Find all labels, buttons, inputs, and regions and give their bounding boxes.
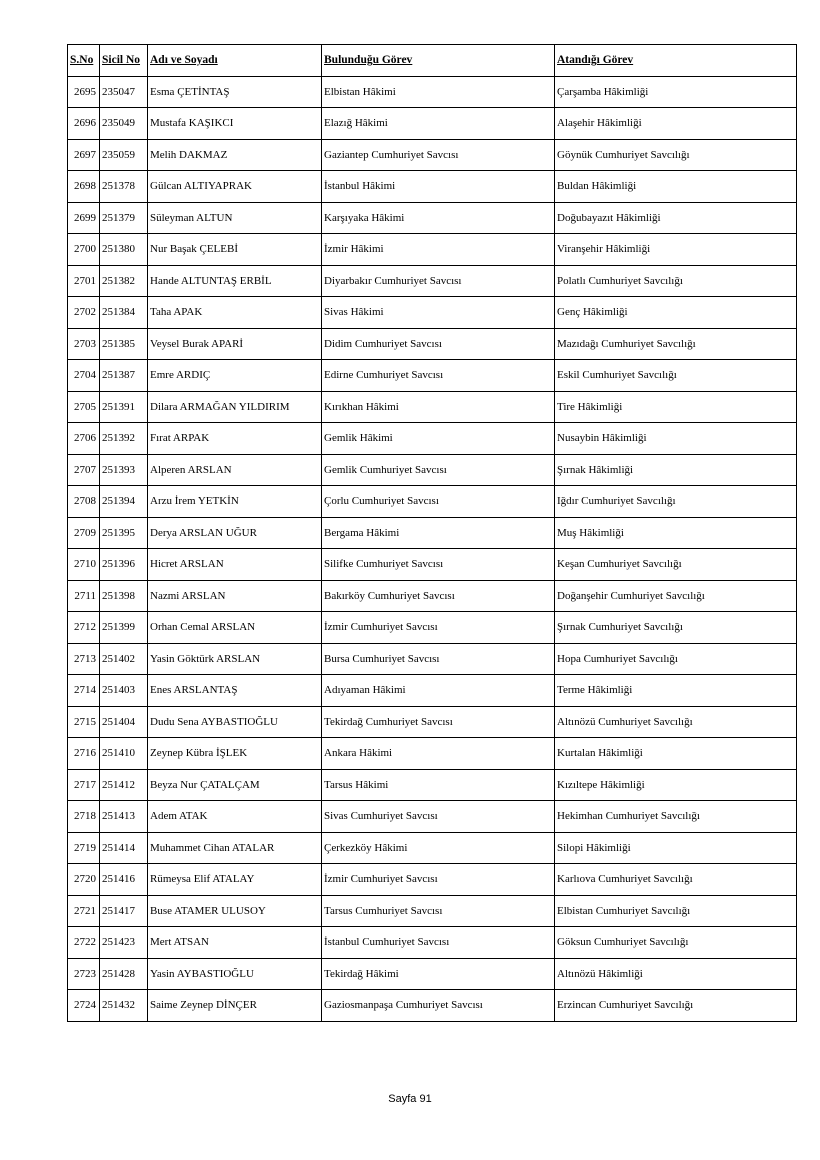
cell-sicil: 251410 xyxy=(100,738,148,770)
cell-sno: 2706 xyxy=(68,423,100,455)
cell-assigned-post: Hopa Cumhuriyet Savcılığı xyxy=(555,643,797,675)
table-row xyxy=(68,990,797,1022)
cell-sicil: 235047 xyxy=(100,76,148,108)
cell-name: Zeynep Kübra İŞLEK xyxy=(148,738,322,770)
cell-current-post: Elazığ Hâkimi xyxy=(322,108,555,140)
cell-sicil: 251413 xyxy=(100,801,148,833)
cell-sno: 2720 xyxy=(68,864,100,896)
cell-sno: 2724 xyxy=(68,990,100,1022)
cell-name: Gülcan ALTIYAPRAK xyxy=(148,171,322,203)
cell-sno: 2705 xyxy=(68,391,100,423)
cell-current-post: Karşıyaka Hâkimi xyxy=(322,202,555,234)
cell-assigned-post: Altınözü Cumhuriyet Savcılığı xyxy=(555,706,797,738)
cell-name: Enes ARSLANTAŞ xyxy=(148,675,322,707)
cell-current-post: Didim Cumhuriyet Savcısı xyxy=(322,328,555,360)
cell-current-post: Edirne Cumhuriyet Savcısı xyxy=(322,360,555,392)
cell-sicil: 251380 xyxy=(100,234,148,266)
cell-name: Nazmi ARSLAN xyxy=(148,580,322,612)
cell-current-post: Sivas Hâkimi xyxy=(322,297,555,329)
table-row xyxy=(68,423,797,455)
cell-name: Dudu Sena AYBASTIOĞLU xyxy=(148,706,322,738)
cell-assigned-post: Doğubayazıt Hâkimliği xyxy=(555,202,797,234)
header-assigned-post: Atandığı Görev xyxy=(555,45,797,77)
cell-sno: 2708 xyxy=(68,486,100,518)
cell-name: Hicret ARSLAN xyxy=(148,549,322,581)
table-row xyxy=(68,706,797,738)
table-row xyxy=(68,391,797,423)
cell-current-post: İstanbul Hâkimi xyxy=(322,171,555,203)
cell-current-post: Tarsus Hâkimi xyxy=(322,769,555,801)
cell-current-post: Tekirdağ Hâkimi xyxy=(322,958,555,990)
cell-sno: 2716 xyxy=(68,738,100,770)
cell-sicil: 251382 xyxy=(100,265,148,297)
table-row xyxy=(68,171,797,203)
cell-sno: 2719 xyxy=(68,832,100,864)
cell-name: Hande ALTUNTAŞ ERBİL xyxy=(148,265,322,297)
table-row xyxy=(68,486,797,518)
header-sno: S.No xyxy=(68,45,100,77)
cell-sicil: 251395 xyxy=(100,517,148,549)
cell-sicil: 251412 xyxy=(100,769,148,801)
assignment-table xyxy=(67,44,797,1022)
cell-assigned-post: Hekimhan Cumhuriyet Savcılığı xyxy=(555,801,797,833)
cell-assigned-post: Altınözü Hâkimliği xyxy=(555,958,797,990)
table-row xyxy=(68,76,797,108)
cell-name: Nur Başak ÇELEBİ xyxy=(148,234,322,266)
cell-current-post: İzmir Cumhuriyet Savcısı xyxy=(322,612,555,644)
header-name: Adı ve Soyadı xyxy=(148,45,322,77)
cell-current-post: Bergama Hâkimi xyxy=(322,517,555,549)
table-row xyxy=(68,832,797,864)
cell-sno: 2717 xyxy=(68,769,100,801)
cell-sno: 2711 xyxy=(68,580,100,612)
cell-name: Veysel Burak APARİ xyxy=(148,328,322,360)
cell-sicil: 251384 xyxy=(100,297,148,329)
cell-sicil: 251414 xyxy=(100,832,148,864)
cell-name: Taha APAK xyxy=(148,297,322,329)
cell-current-post: Bursa Cumhuriyet Savcısı xyxy=(322,643,555,675)
cell-name: Melih DAKMAZ xyxy=(148,139,322,171)
table-row xyxy=(68,234,797,266)
table-row xyxy=(68,675,797,707)
cell-name: Yasin Göktürk ARSLAN xyxy=(148,643,322,675)
cell-current-post: Adıyaman Hâkimi xyxy=(322,675,555,707)
cell-name: Dilara ARMAĞAN YILDIRIM xyxy=(148,391,322,423)
cell-sno: 2712 xyxy=(68,612,100,644)
cell-assigned-post: Muş Hâkimliği xyxy=(555,517,797,549)
table-row xyxy=(68,360,797,392)
cell-name: Mert ATSAN xyxy=(148,927,322,959)
table-row xyxy=(68,801,797,833)
cell-name: Fırat ARPAK xyxy=(148,423,322,455)
cell-sno: 2695 xyxy=(68,76,100,108)
cell-sicil: 251391 xyxy=(100,391,148,423)
table-row xyxy=(68,927,797,959)
cell-name: Emre ARDIÇ xyxy=(148,360,322,392)
cell-current-post: Sivas Cumhuriyet Savcısı xyxy=(322,801,555,833)
cell-assigned-post: Iğdır Cumhuriyet Savcılığı xyxy=(555,486,797,518)
cell-assigned-post: Tire Hâkimliği xyxy=(555,391,797,423)
cell-sicil: 251378 xyxy=(100,171,148,203)
cell-assigned-post: Şırnak Cumhuriyet Savcılığı xyxy=(555,612,797,644)
cell-sno: 2702 xyxy=(68,297,100,329)
cell-sicil: 251432 xyxy=(100,990,148,1022)
cell-current-post: Tarsus Cumhuriyet Savcısı xyxy=(322,895,555,927)
table-row xyxy=(68,612,797,644)
cell-current-post: Gaziosmanpaşa Cumhuriyet Savcısı xyxy=(322,990,555,1022)
cell-sno: 2722 xyxy=(68,927,100,959)
cell-sicil: 251396 xyxy=(100,549,148,581)
table-row xyxy=(68,738,797,770)
table-row xyxy=(68,202,797,234)
cell-sno: 2723 xyxy=(68,958,100,990)
table-row xyxy=(68,454,797,486)
cell-assigned-post: Nusaybin Hâkimliği xyxy=(555,423,797,455)
cell-current-post: Bakırköy Cumhuriyet Savcısı xyxy=(322,580,555,612)
cell-current-post: Gaziantep Cumhuriyet Savcısı xyxy=(322,139,555,171)
cell-current-post: Ankara Hâkimi xyxy=(322,738,555,770)
table-row xyxy=(68,265,797,297)
cell-name: Beyza Nur ÇATALÇAM xyxy=(148,769,322,801)
cell-sicil: 251416 xyxy=(100,864,148,896)
cell-sicil: 251392 xyxy=(100,423,148,455)
cell-name: Rümeysa Elif ATALAY xyxy=(148,864,322,896)
cell-sno: 2709 xyxy=(68,517,100,549)
cell-sicil: 251417 xyxy=(100,895,148,927)
cell-sicil: 251399 xyxy=(100,612,148,644)
cell-sicil: 235059 xyxy=(100,139,148,171)
page-number: Sayfa 91 xyxy=(388,1093,432,1105)
header-sicil: Sicil No xyxy=(100,45,148,77)
cell-assigned-post: Doğanşehir Cumhuriyet Savcılığı xyxy=(555,580,797,612)
cell-current-post: Kırıkhan Hâkimi xyxy=(322,391,555,423)
cell-sicil: 251385 xyxy=(100,328,148,360)
cell-assigned-post: Genç Hâkimliği xyxy=(555,297,797,329)
cell-name: Esma ÇETİNTAŞ xyxy=(148,76,322,108)
cell-sno: 2707 xyxy=(68,454,100,486)
cell-current-post: İzmir Cumhuriyet Savcısı xyxy=(322,864,555,896)
table-row xyxy=(68,297,797,329)
cell-sno: 2704 xyxy=(68,360,100,392)
cell-sicil: 251387 xyxy=(100,360,148,392)
cell-sicil: 251379 xyxy=(100,202,148,234)
cell-sicil: 251402 xyxy=(100,643,148,675)
cell-name: Orhan Cemal ARSLAN xyxy=(148,612,322,644)
cell-name: Mustafa KAŞIKCI xyxy=(148,108,322,140)
cell-sicil: 251393 xyxy=(100,454,148,486)
cell-assigned-post: Mazıdağı Cumhuriyet Savcılığı xyxy=(555,328,797,360)
cell-current-post: Gemlik Hâkimi xyxy=(322,423,555,455)
cell-assigned-post: Çarşamba Hâkimliği xyxy=(555,76,797,108)
cell-assigned-post: Viranşehir Hâkimliği xyxy=(555,234,797,266)
cell-name: Süleyman ALTUN xyxy=(148,202,322,234)
cell-assigned-post: Göynük Cumhuriyet Savcılığı xyxy=(555,139,797,171)
cell-name: Buse ATAMER ULUSOY xyxy=(148,895,322,927)
cell-sicil: 251398 xyxy=(100,580,148,612)
cell-sno: 2703 xyxy=(68,328,100,360)
cell-sno: 2697 xyxy=(68,139,100,171)
table-row xyxy=(68,580,797,612)
cell-sno: 2696 xyxy=(68,108,100,140)
table-row xyxy=(68,895,797,927)
cell-sno: 2721 xyxy=(68,895,100,927)
cell-name: Arzu İrem YETKİN xyxy=(148,486,322,518)
cell-current-post: Çerkezköy Hâkimi xyxy=(322,832,555,864)
cell-name: Muhammet Cihan ATALAR xyxy=(148,832,322,864)
cell-sno: 2700 xyxy=(68,234,100,266)
cell-name: Yasin AYBASTIOĞLU xyxy=(148,958,322,990)
cell-current-post: İstanbul Cumhuriyet Savcısı xyxy=(322,927,555,959)
cell-current-post: Gemlik Cumhuriyet Savcısı xyxy=(322,454,555,486)
cell-assigned-post: Eskil Cumhuriyet Savcılığı xyxy=(555,360,797,392)
cell-sno: 2710 xyxy=(68,549,100,581)
table-row xyxy=(68,549,797,581)
cell-sicil: 251394 xyxy=(100,486,148,518)
cell-assigned-post: Polatlı Cumhuriyet Savcılığı xyxy=(555,265,797,297)
cell-sicil: 251404 xyxy=(100,706,148,738)
cell-assigned-post: Keşan Cumhuriyet Savcılığı xyxy=(555,549,797,581)
table-row xyxy=(68,517,797,549)
cell-current-post: Elbistan Hâkimi xyxy=(322,76,555,108)
cell-assigned-post: Alaşehir Hâkimliği xyxy=(555,108,797,140)
cell-assigned-post: Elbistan Cumhuriyet Savcılığı xyxy=(555,895,797,927)
cell-assigned-post: Kurtalan Hâkimliği xyxy=(555,738,797,770)
table-row xyxy=(68,108,797,140)
cell-current-post: İzmir Hâkimi xyxy=(322,234,555,266)
cell-assigned-post: Kızıltepe Hâkimliği xyxy=(555,769,797,801)
cell-assigned-post: Buldan Hâkimliği xyxy=(555,171,797,203)
table-row xyxy=(68,864,797,896)
cell-sicil: 251423 xyxy=(100,927,148,959)
table-row xyxy=(68,139,797,171)
cell-sno: 2698 xyxy=(68,171,100,203)
cell-assigned-post: Terme Hâkimliği xyxy=(555,675,797,707)
cell-current-post: Silifke Cumhuriyet Savcısı xyxy=(322,549,555,581)
cell-sno: 2713 xyxy=(68,643,100,675)
cell-assigned-post: Göksun Cumhuriyet Savcılığı xyxy=(555,927,797,959)
cell-name: Adem ATAK xyxy=(148,801,322,833)
cell-name: Alperen ARSLAN xyxy=(148,454,322,486)
cell-sicil: 251403 xyxy=(100,675,148,707)
cell-sno: 2715 xyxy=(68,706,100,738)
cell-assigned-post: Silopi Hâkimliği xyxy=(555,832,797,864)
table-header-row xyxy=(68,45,797,77)
cell-name: Derya ARSLAN UĞUR xyxy=(148,517,322,549)
table-row xyxy=(68,328,797,360)
table-body xyxy=(68,76,797,1021)
table-row xyxy=(68,643,797,675)
cell-current-post: Tekirdağ Cumhuriyet Savcısı xyxy=(322,706,555,738)
table-row xyxy=(68,958,797,990)
cell-sno: 2701 xyxy=(68,265,100,297)
cell-sicil: 235049 xyxy=(100,108,148,140)
cell-sno: 2714 xyxy=(68,675,100,707)
cell-sno: 2699 xyxy=(68,202,100,234)
cell-assigned-post: Şırnak Hâkimliği xyxy=(555,454,797,486)
table-row xyxy=(68,769,797,801)
cell-assigned-post: Erzincan Cumhuriyet Savcılığı xyxy=(555,990,797,1022)
cell-assigned-post: Karlıova Cumhuriyet Savcılığı xyxy=(555,864,797,896)
cell-sicil: 251428 xyxy=(100,958,148,990)
cell-current-post: Diyarbakır Cumhuriyet Savcısı xyxy=(322,265,555,297)
cell-sno: 2718 xyxy=(68,801,100,833)
cell-name: Saime Zeynep DİNÇER xyxy=(148,990,322,1022)
cell-current-post: Çorlu Cumhuriyet Savcısı xyxy=(322,486,555,518)
header-current-post: Bulunduğu Görev xyxy=(322,45,555,77)
